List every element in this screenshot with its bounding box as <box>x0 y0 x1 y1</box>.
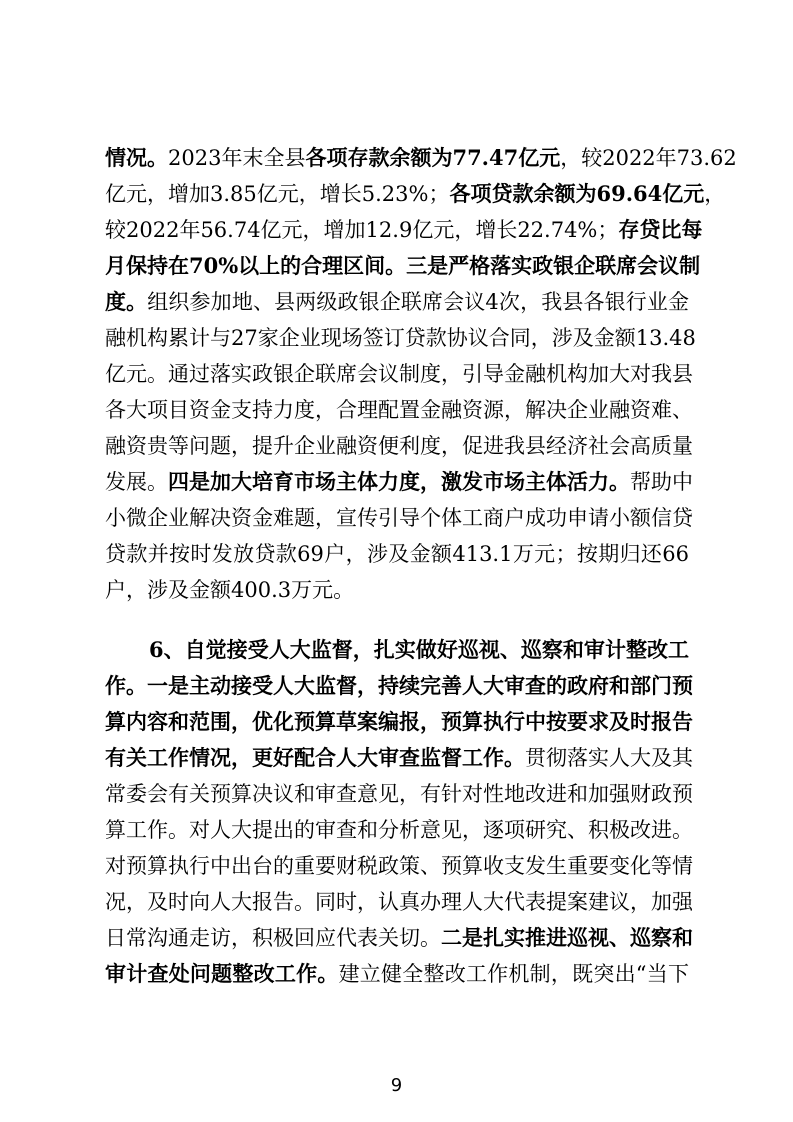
text-line <box>105 920 693 956</box>
text-line <box>105 248 701 284</box>
text-line <box>105 668 693 704</box>
text-line <box>105 956 689 992</box>
text-segment: 贯彻落实人大及其 <box>525 746 693 770</box>
text-line <box>105 284 689 320</box>
text-segment: ，较2022年73.62 <box>560 146 737 170</box>
text-segment: 融机构累计与27家企业现场签订贷款协议合同，涉及金额13.48 <box>105 326 696 350</box>
text-segment: ， <box>704 182 726 206</box>
text-segment: 小微企业解决资金难题，宣传引导个体工商户成功申请小额信贷 <box>105 506 693 530</box>
text-segment: 各大项目资金支持力度，合理配置金融资源，解决企业融资难、 <box>105 398 693 422</box>
text-line <box>105 320 696 356</box>
text-segment: 亿元。通过落实政银企联席会议制度，引导金融机构加大对我县 <box>105 362 693 386</box>
text-line <box>105 740 693 776</box>
bold-text-segment: 各项存款余额为77.47亿元 <box>305 145 561 170</box>
text-line <box>105 632 689 668</box>
bold-text-segment: 二是扎实推进巡视、巡察和 <box>441 925 693 950</box>
text-line <box>105 776 693 812</box>
text-line <box>105 848 693 884</box>
text-segment: 帮助中 <box>630 470 693 494</box>
text-segment: 建立健全整改工作机制，既突出“当下 <box>338 962 690 986</box>
text-segment: 日常沟通走访，积极回应代表关切。 <box>105 926 441 950</box>
bold-text-segment: 算内容和范围，优化预算草案编报，预算执行中按要求及时报告 <box>105 709 693 734</box>
bold-text-segment: 存贷比每 <box>618 217 703 242</box>
text-line <box>105 392 693 428</box>
text-line <box>105 212 703 248</box>
text-line <box>105 176 726 212</box>
text-line <box>105 500 693 536</box>
text-segment: 对预算执行中出台的重要财税政策、预算收支发生重要变化等情 <box>105 854 693 878</box>
bold-text-segment: 月保持在70%以上的合理区间。三是严格落实政银企联席会议制 <box>105 253 701 278</box>
bold-text-segment: 作。一是主动接受人大监督，持续完善人大审查的政府和部门预 <box>105 673 693 698</box>
text-line <box>105 812 693 848</box>
text-line <box>105 536 689 572</box>
bold-text-segment: 6、自觉接受人大监督，扎实做好巡视、巡察和审计整改工 <box>149 637 689 662</box>
text-line <box>105 464 693 500</box>
bold-text-segment: 度。 <box>105 289 148 314</box>
text-line <box>105 140 737 176</box>
text-line <box>105 884 693 920</box>
text-segment: 况，及时向人大报告。同时，认真办理人大代表提案建议，加强 <box>105 890 693 914</box>
text-segment: 2023年末全县 <box>168 146 306 170</box>
text-line <box>105 428 693 464</box>
bold-text-segment: 情况。 <box>105 145 168 170</box>
text-segment: 常委会有关预算决议和审查意见，有针对性地改进和加强财政预 <box>105 782 693 806</box>
bold-text-segment: 各项贷款余额为69.64亿元 <box>449 181 705 206</box>
text-line <box>105 572 689 608</box>
text-segment: 较2022年56.74亿元，增加12.9亿元，增长22.74%； <box>105 218 619 242</box>
page-number: 9 <box>390 1075 403 1096</box>
bold-text-segment: 四是加大培育市场主体力度，激发市场主体活力。 <box>168 469 630 494</box>
text-segment: 贷款并按时发放贷款69户，涉及金额413.1万元；按期归还66 <box>105 542 689 566</box>
bold-text-segment: 审计查处问题整改工作。 <box>105 961 339 986</box>
text-line <box>105 704 693 740</box>
text-segment: 算工作。对人大提出的审查和分析意见，逐项研究、积极改进。 <box>105 818 693 842</box>
text-segment: 发展。 <box>105 470 168 494</box>
bold-text-segment: 有关工作情况，更好配合人大审查监督工作。 <box>105 745 525 770</box>
text-segment: 亿元，增加3.85亿元，增长5.23%； <box>105 182 450 206</box>
text-segment: 组织参加地、县两级政银企联席会议4次，我县各银行业金 <box>147 290 690 314</box>
text-line <box>105 356 693 392</box>
text-segment: 户，涉及金额400.3万元。 <box>105 578 355 602</box>
text-segment: 融资贵等问题，提升企业融资便利度，促进我县经济社会高质量 <box>105 434 693 458</box>
